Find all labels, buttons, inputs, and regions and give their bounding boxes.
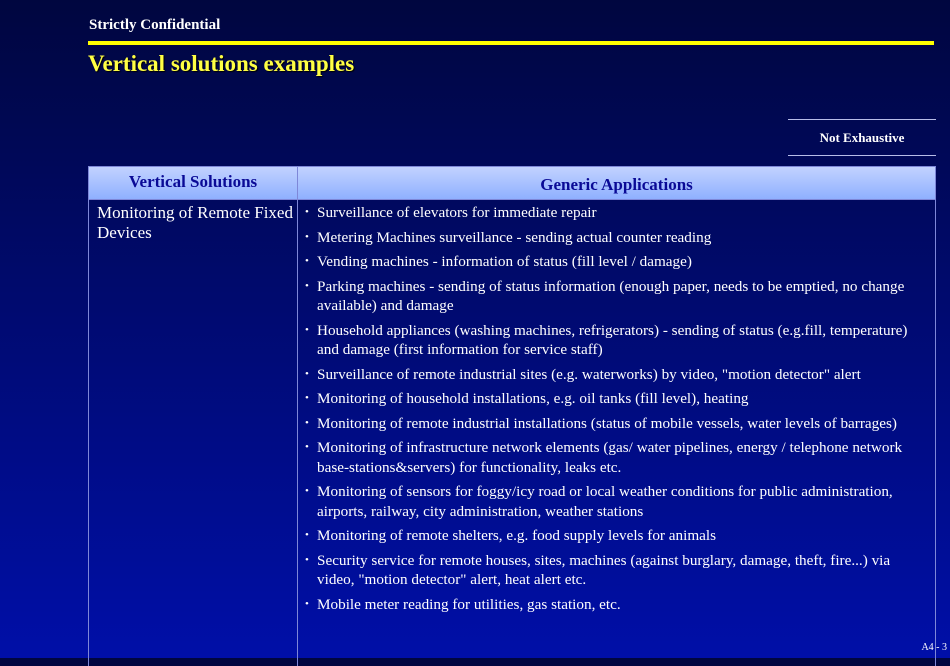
note-rule-bottom bbox=[788, 155, 936, 156]
list-item: • Monitoring of infrastructure network elements (gas/ water pipelines, energy / telephone network base-stations&servers) for functionality, leaks etc. bbox=[305, 439, 903, 476]
list-item: • Monitoring of sensors for foggy/icy road or local weather conditions for public administration, airports, railway, city administration, weather stations bbox=[305, 483, 893, 520]
confidentiality-label: Strictly Confidential bbox=[89, 17, 221, 33]
bullet-icon: • bbox=[305, 323, 309, 336]
column-divider bbox=[297, 166, 298, 666]
column-header-generic-applications: Generic Applications bbox=[298, 167, 935, 199]
list-item: • Monitoring of remote industrial installations (status of mobile vessels, water levels of barrages) bbox=[305, 414, 897, 432]
list-item: • Monitoring of household installations, e.g. oil tanks (fill level), heating bbox=[305, 390, 749, 407]
generic-applications-list bbox=[305, 203, 917, 619]
bullet-icon: • bbox=[305, 230, 309, 243]
bullet-icon: • bbox=[305, 255, 309, 267]
list-item: • Security service for remote houses, sites, machines (against burglary, damage, theft, fire...) via video, "motion detector" alert, heat alert etc. bbox=[305, 551, 891, 588]
table-border-left bbox=[88, 166, 89, 666]
list-item: • Household appliances (washing machines, refrigerators) - sending of status (e.g.fill, temperature) and damage (first information for service staff) bbox=[305, 321, 908, 358]
bullet-icon: • bbox=[305, 441, 309, 453]
note-rule-top bbox=[788, 119, 936, 120]
list-item: • Vending machines - information of status (fill level / damage) bbox=[305, 253, 692, 270]
list-item: • Surveillance of remote industrial sites (e.g. waterworks) by video, "motion detector" alert bbox=[305, 365, 861, 383]
vertical-solution-cell: Monitoring of Remote Fixed Devices bbox=[97, 203, 293, 242]
table-border-right bbox=[935, 166, 936, 666]
page-number: A4 - 3 bbox=[921, 642, 947, 653]
bullet-icon: • bbox=[305, 206, 309, 218]
bullet-icon: • bbox=[305, 367, 309, 380]
page-title: Vertical solutions examples bbox=[88, 51, 355, 76]
title-rule bbox=[88, 41, 934, 45]
bullet-icon: • bbox=[305, 529, 309, 541]
bullet-icon: • bbox=[305, 597, 309, 610]
bullet-icon: • bbox=[305, 279, 309, 292]
header-border-bottom bbox=[88, 199, 936, 200]
list-item: • Metering Machines surveillance - sending actual counter reading bbox=[305, 228, 712, 246]
list-item: • Parking machines - sending of status information (enough paper, needs to be emptied, no change available) and damage bbox=[305, 277, 905, 314]
bullet-icon: • bbox=[305, 392, 309, 404]
list-item: • Monitoring of remote shelters, e.g. food supply levels for animals bbox=[305, 527, 717, 544]
bullet-icon: • bbox=[305, 485, 309, 497]
list-item: • Surveillance of elevators for immediate repair bbox=[305, 204, 597, 221]
list-item: • Mobile meter reading for utilities, gas station, etc. bbox=[305, 595, 621, 613]
bullet-icon: • bbox=[305, 553, 309, 566]
column-header-vertical-solutions: Vertical Solutions bbox=[89, 167, 297, 199]
bullet-icon: • bbox=[305, 416, 309, 429]
not-exhaustive-note: Not Exhaustive bbox=[819, 130, 905, 145]
